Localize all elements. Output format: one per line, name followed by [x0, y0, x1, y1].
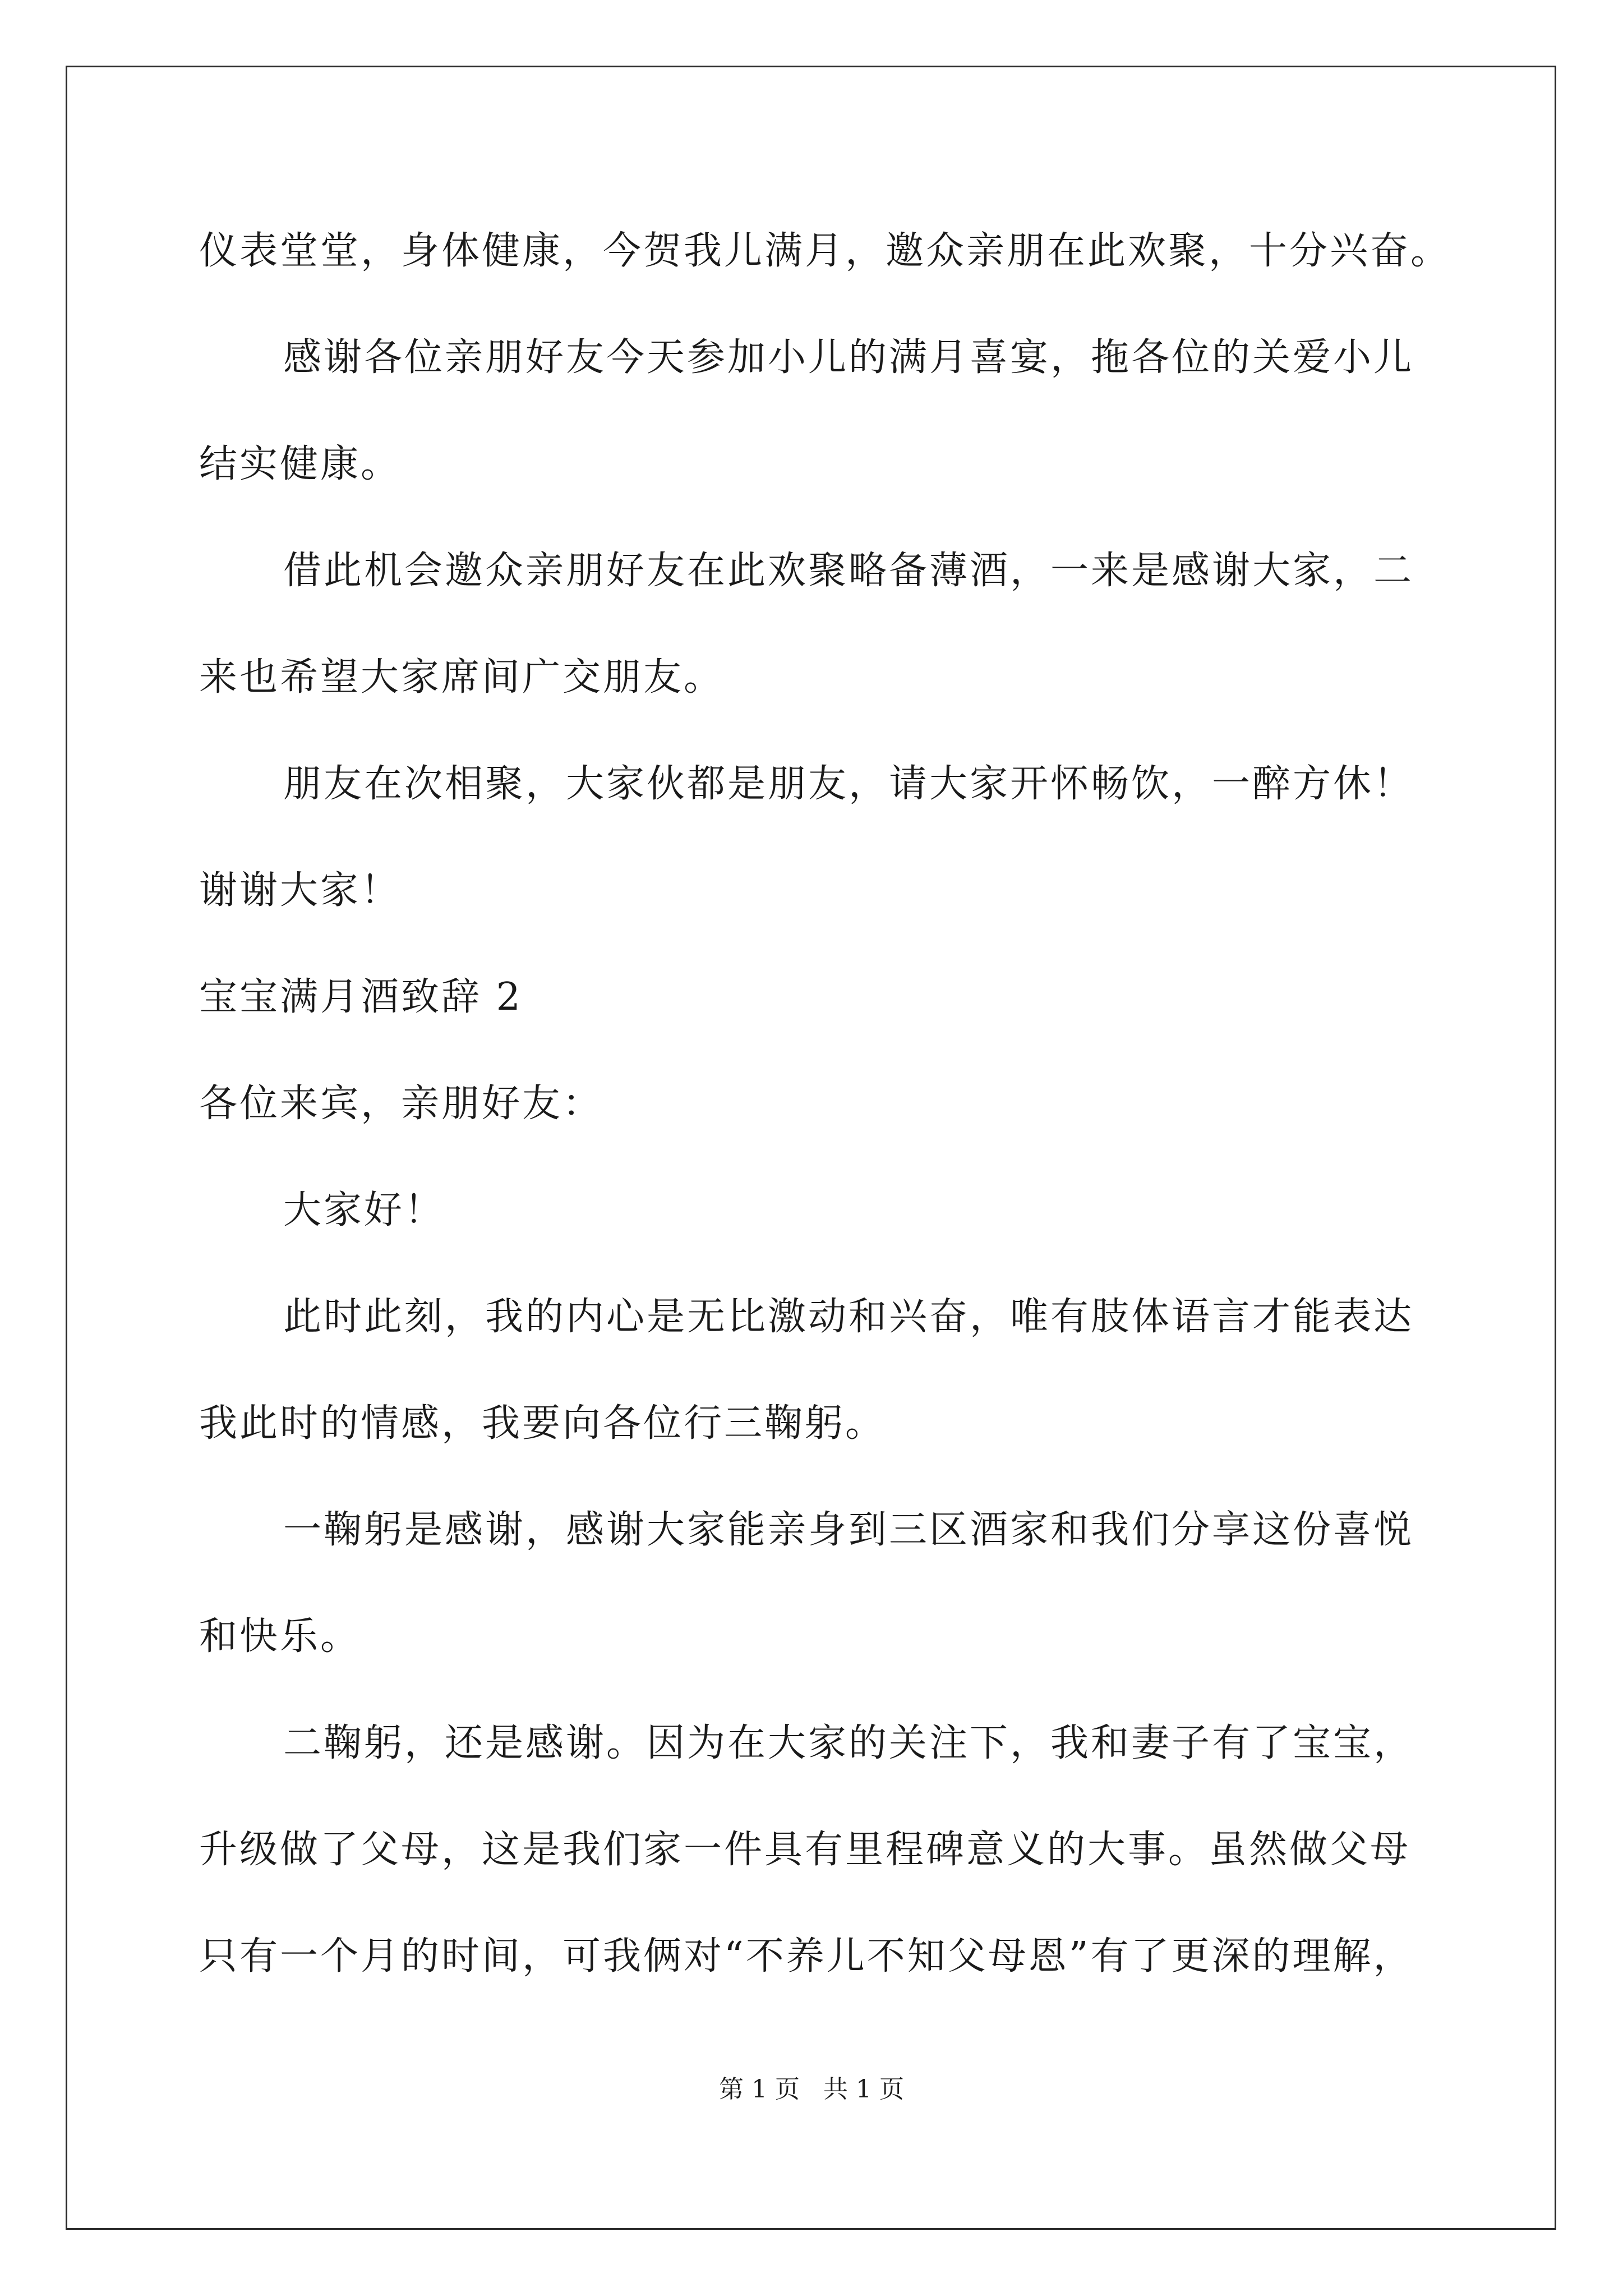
text-line: 来也希望大家席间广交朋友。: [199, 655, 725, 700]
text-line: 二鞠躬，还是感谢。因为在大家的关注下，我和妻子有了宝宝，: [283, 1721, 1414, 1765]
section-heading: 宝宝满月酒致辞 2: [199, 975, 523, 1019]
text-line: 谢谢大家！: [199, 868, 402, 913]
salutation: 各位来宾，亲朋好友：: [199, 1082, 603, 1126]
text-line: 一鞠躬是感谢，感谢大家能亲身到三区酒家和我们分享这份喜悦: [283, 1508, 1414, 1552]
text-line: 借此机会邀众亲朋好友在此欢聚略备薄酒，一来是感谢大家，二: [283, 549, 1414, 593]
document-body: [199, 218, 1451, 2030]
text-line: 我此时的情感，我要向各位行三鞠躬。: [199, 1401, 886, 1446]
text-line: 和快乐。: [199, 1614, 361, 1659]
text-line: 只有一个月的时间，可我俩对“不养儿不知父母恩”有了更深的理解，: [199, 1934, 1414, 1978]
text-line: 升级做了父母，这是我们家一件具有里程碑意义的大事。虽然做父母: [199, 1828, 1411, 1872]
text-line: 感谢各位亲朋好友今天参加小儿的满月喜宴，拖各位的关爱小儿: [283, 335, 1414, 380]
text-line: 结实健康。: [199, 442, 402, 486]
page-total: 共 1 页: [823, 2075, 904, 2104]
text-line: 朋友在次相聚，大家伙都是朋友，请大家开怀畅饮，一醉方休！: [283, 762, 1414, 806]
page-footer: [0, 2069, 1623, 2105]
page-number: 第 1 页: [719, 2075, 800, 2104]
greeting: 大家好！: [283, 1188, 445, 1232]
text-line: 仪表堂堂，身体健康，今贺我儿满月，邀众亲朋在此欢聚，十分兴奋。: [199, 229, 1451, 273]
text-line: 此时此刻，我的内心是无比激动和兴奋，唯有肢体语言才能表达: [283, 1295, 1414, 1339]
